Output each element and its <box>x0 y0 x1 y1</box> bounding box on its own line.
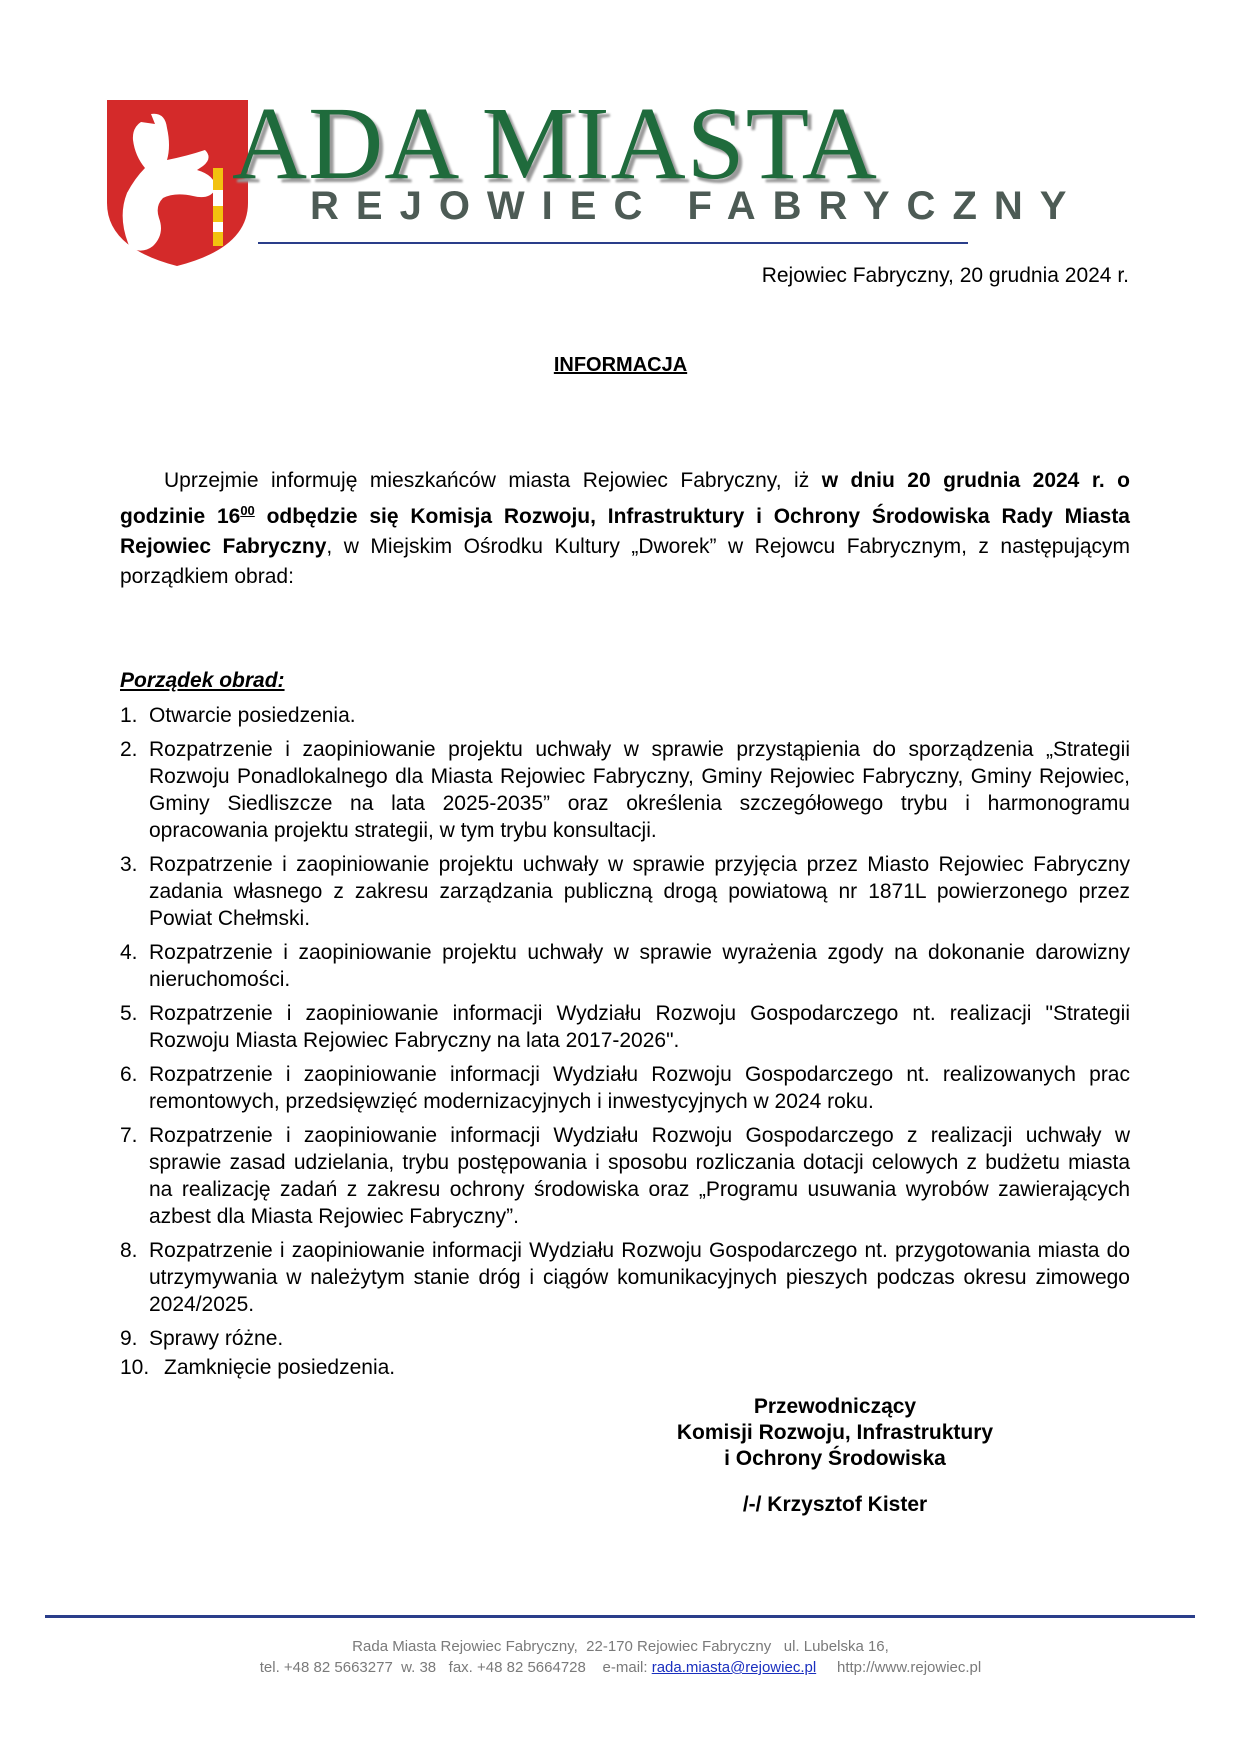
footer-divider <box>45 1615 1195 1618</box>
signature-block <box>620 1394 1050 1518</box>
council-title: ADA MIASTA <box>232 86 878 201</box>
document-date: Rejowiec Fabryczny, 20 grudnia 2024 r. <box>761 264 1129 287</box>
agenda-heading: Porządek obrad: <box>120 669 285 692</box>
agenda-item: 9. Sprawy różne. <box>120 1327 284 1350</box>
agenda-item: 3. Rozpatrzenie i zaopiniowanie projektu uchwały w sprawie przyjęcia przez Miasto Rejowiec Fabryczny zadania własnego z zakresu zarządzania publiczną drogą powiatową nr 1871L powierzonego przez Powiat Chełmski. <box>120 853 1130 930</box>
email-link[interactable]: rada.miasta@rejowiec.pl <box>651 1659 817 1676</box>
footer-contact: tel. +48 82 5663277 w. 38 fax. +48 82 5664728 e-mail: rada.miasta@rejowiec.pl http://www.rejowiec.pl <box>259 1659 982 1676</box>
agenda-item: 4. Rozpatrzenie i zaopiniowanie projektu uchwały w sprawie wyrażenia zgody na dokonanie darowizny nieruchomości. <box>120 941 1130 991</box>
header-divider <box>258 242 968 244</box>
agenda-item: 2. Rozpatrzenie i zaopiniowanie projektu uchwały w sprawie przystąpienia do sporządzenia „Strategii Rozwoju Ponadlokalnego dla Miasta Rejowiec Fabryczny, Gminy Rejowiec Fabryczny, Gminy Rejowiec, Gminy Siedliszcze na lata 2025-2035” oraz określenia szczegółowego trybu i harmonogramu opracowania projektu strategii, w tym trybu konsultacji. <box>120 738 1130 842</box>
agenda-list <box>120 702 1130 1388</box>
town-subtitle: REJOWIEC FABRYCZNY <box>310 184 1084 228</box>
intro-commission-bold: odbędzie się Komisja Rozwoju, Infrastruktury i Ochrony Środowiska Rady Miasta Rejowiec Fabryczny <box>120 505 1130 558</box>
signature-commission: Komisji Rozwoju, Infrastruktury <box>676 1421 994 1444</box>
intro-date-bold: w dniu 20 grudnia 2024 r. o godzinie $16^{00}$ odbędzie się Komisja Rozwoju, Infrastruktury i Ochrony Środowiska Rady Miasta Rejowiec Fabryczny <box>120 469 1131 558</box>
intro-text-2: , w Miejskim Ośrodku Kultury „Dworek” w Rejowcu Fabrycznym, z następującym porządkiem obrad: <box>120 535 1130 588</box>
signature-title: Przewodniczący <box>753 1395 917 1418</box>
hour-minutes: 00 <box>240 503 255 518</box>
signature-commission-cont: i Ochrony Środowiska <box>724 1447 946 1470</box>
intro-paragraph <box>120 466 1130 592</box>
signatory-name: /-/ Krzysztof Kister <box>742 1493 928 1516</box>
document-heading: INFORMACJA <box>553 354 688 376</box>
coat-of-arms-icon <box>105 98 250 268</box>
agenda-item: 1. Otwarcie posiedzenia. <box>120 704 356 727</box>
agenda-item: 6. Rozpatrzenie i zaopiniowanie informacji Wydziału Rozwoju Gospodarczego nt. realizowanych prac remontowych, przedsięwzięć modernizacyjnych i inwestycyjnych w 2024 roku. <box>120 1063 1130 1113</box>
agenda-item: 5. Rozpatrzenie i zaopiniowanie informacji Wydziału Rozwoju Gospodarczego nt. realizacji "Strategii Rozwoju Miasta Rejowiec Fabryczny na lata 2017-2026". <box>120 1002 1130 1052</box>
agenda-item: 7. Rozpatrzenie i zaopiniowanie informacji Wydziału Rozwoju Gospodarczego z realizacji uchwały w sprawie zasad udzielania, trybu postępowania i sposobu rozliczania dotacji celowych z budżetu miasta na realizację zadań z zakresu ochrony środowiska oraz „Programu usuwania wyrobów zawierających azbest dla Miasta Rejowiec Fabryczny”. <box>120 1124 1130 1228</box>
agenda-item: 8. Rozpatrzenie i zaopiniowanie informacji Wydziału Rozwoju Gospodarczego nt. przygotowania miasta do utrzymywania w należytym stanie dróg i ciągów komunikacyjnych pieszych podczas okresu zimowego 2024/2025. <box>120 1239 1130 1316</box>
website-text[interactable]: http://www.rejowiec.pl <box>816 1659 982 1676</box>
footer-address: Rada Miasta Rejowiec Fabryczny, 22-170 Rejowiec Fabryczny ul. Lubelska 16, <box>352 1638 889 1655</box>
agenda-item: 10. Zamknięcie posiedzenia. <box>120 1356 396 1379</box>
intro-text-1: Uprzejmie informuję mieszkańców miasta Rejowiec Fabryczny, iż <box>164 469 822 492</box>
